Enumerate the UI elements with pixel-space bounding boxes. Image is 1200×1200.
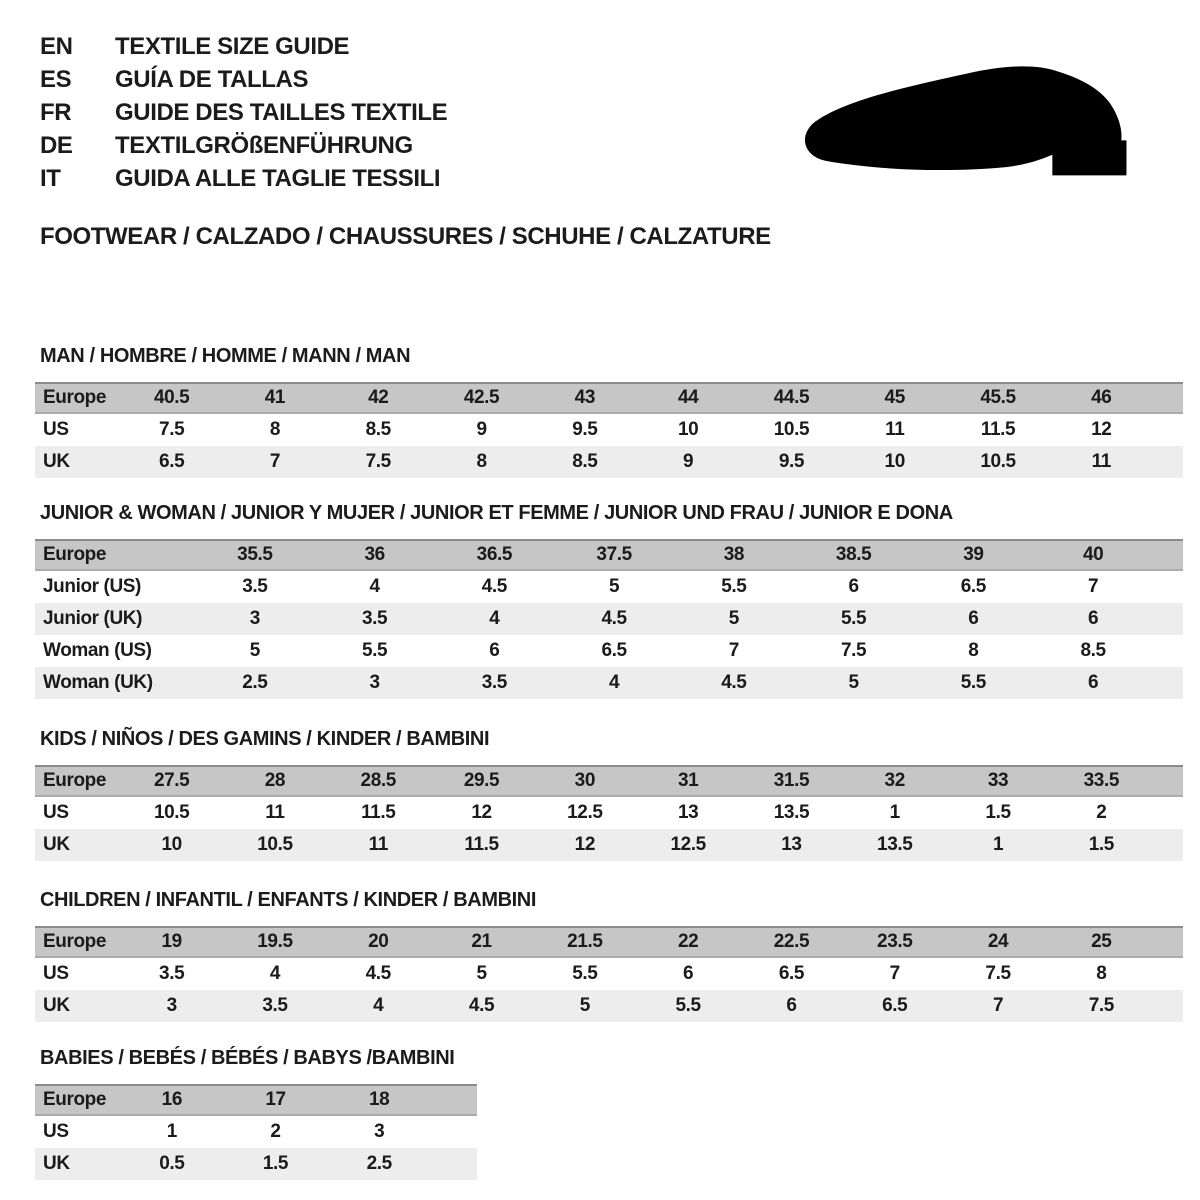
size-cell: 7 [889,963,900,984]
size-cell: 3 [249,608,260,629]
size-cell: 0.5 [159,1153,185,1174]
table-header-row [35,926,1183,958]
size-cell: 6 [683,963,694,984]
size-cell: 6.5 [882,995,908,1016]
size-cell: 5 [476,963,487,984]
size-cell: 13.5 [877,834,913,855]
dress-shoe-icon [795,62,1145,196]
size-cell: 4 [269,963,281,984]
size-cell: 8 [269,419,281,440]
table-header-row [35,539,1183,571]
size-cell: 10.5 [153,802,190,823]
size-cell: 40.5 [153,387,190,408]
size-cell: 13 [781,834,802,855]
table-row [35,797,1183,829]
size-cell: 5.5 [960,672,986,693]
section-kids [35,727,1183,861]
size-cell: 4 [369,576,380,597]
lang-row-es [40,63,447,96]
section-children [35,888,1183,1022]
size-cell: 1 [992,834,1004,855]
size-cell: 9.5 [778,451,805,472]
size-cell: 5.5 [841,608,867,629]
size-cell: 36 [364,544,385,565]
size-cell: 28.5 [360,770,396,791]
size-cell: 22.5 [773,931,810,952]
table-row [35,414,1183,446]
size-cell: 10.5 [773,419,810,440]
size-cell: 29.5 [463,770,500,791]
size-cell: 7 [269,451,281,472]
size-cell: 6 [1088,672,1099,693]
size-cell: 5.5 [675,995,701,1016]
size-cell: 1.5 [985,802,1011,823]
size-cell: 6 [1088,608,1099,629]
size-cell: 5 [848,672,859,693]
size-cell: 40 [1082,544,1104,565]
size-cell: 5 [579,995,590,1016]
section-title: MAN / HOMBRE / HOMME / MANN / MAN [40,345,411,367]
size-cell: 7 [728,640,739,661]
table-header-row [35,1084,477,1116]
size-table [35,539,1183,699]
size-cell: 6 [968,608,979,629]
size-cell: 42.5 [463,387,500,408]
size-cell: 19 [161,931,182,952]
section-title: JUNIOR & WOMAN / JUNIOR Y MUJER / JUNIOR ET FEMME / JUNIOR UND FRAU / JUNIOR E DONA [40,502,953,524]
size-cell: 16 [161,1089,182,1110]
row-label: Europe [43,770,107,791]
size-cell: 12 [1091,419,1112,440]
size-cell: 10 [161,834,182,855]
category-heading: FOOTWEAR / CALZADO / CHAUSSURES / SCHUHE / CALZATURE [40,223,771,250]
size-cell: 7.5 [365,451,391,472]
size-cell: 10 [677,419,699,440]
size-cell: 3.5 [481,672,507,693]
size-cell: 6.5 [960,576,986,597]
size-cell: 46 [1091,387,1112,408]
lang-row-it [40,162,447,195]
size-cell: 11.5 [980,419,1016,440]
size-cell: 4 [609,672,620,693]
size-cell: 13.5 [773,802,810,823]
lang-code: ES [40,66,72,93]
row-label: Woman (US) [43,640,152,661]
size-cell: 6.5 [601,640,627,661]
table-row [35,1148,477,1180]
lang-code: EN [40,33,73,60]
size-cell: 9 [476,419,487,440]
lang-row-de [40,129,447,162]
row-label: Europe [43,387,107,408]
size-cell: 31.5 [773,770,810,791]
size-cell: 8 [968,640,979,661]
table-row [35,990,1183,1022]
size-cell: 41 [264,387,286,408]
size-cell: 11.5 [464,834,499,855]
section-junior-woman [35,501,1183,699]
size-cell: 5.5 [572,963,598,984]
size-cell: 33 [987,770,1009,791]
size-cell: 3 [374,1121,385,1142]
lang-label: TEXTILE SIZE GUIDE [115,33,350,60]
size-cell: 39 [963,544,984,565]
size-cell: 10.5 [980,451,1016,472]
size-cell: 28 [264,770,286,791]
size-cell: 36.5 [476,544,513,565]
size-cell: 7 [992,995,1004,1016]
table-header-row [35,382,1183,414]
size-cell: 12 [574,834,595,855]
size-cell: 9 [683,451,694,472]
size-cell: 2.5 [366,1153,392,1174]
size-cell: 11.5 [361,802,396,823]
size-cell: 5.5 [721,576,747,597]
size-cell: 8 [1096,963,1107,984]
size-cell: 35.5 [237,544,273,565]
row-label: UK [43,995,70,1016]
size-cell: 8.5 [1080,640,1106,661]
section-title: KIDS / NIÑOS / DES GAMINS / KINDER / BAMBINI [40,728,490,750]
size-cell: 33.5 [1083,770,1120,791]
lang-label: GUIDA ALLE TAGLIE TESSILI [115,165,441,192]
size-cell: 1 [166,1121,177,1142]
size-cell: 4 [373,995,384,1016]
size-cell: 8 [476,451,487,472]
size-table [35,1084,477,1180]
row-label: Woman (UK) [43,672,153,693]
size-cell: 5 [728,608,739,629]
size-cell: 18 [369,1089,390,1110]
size-cell: 7.5 [1088,995,1114,1016]
size-cell: 5.5 [362,640,388,661]
size-cell: 7.5 [985,963,1011,984]
lang-label: GUÍA DE TALLAS [115,66,309,93]
size-cell: 44 [677,387,699,408]
size-cell: 5 [609,576,620,597]
table-row [35,635,1183,667]
table-row [35,667,1183,699]
size-cell: 12 [471,802,492,823]
size-cell: 3.5 [159,963,185,984]
size-cell: 13 [677,802,699,823]
row-label: US [43,802,69,823]
table-row [35,829,1183,861]
section-title: BABIES / BEBÉS / BÉBÉS / BABYS /BAMBINI [40,1047,455,1069]
table-row [35,958,1183,990]
size-cell: 31 [677,770,699,791]
size-cell: 38 [723,544,745,565]
size-cell: 43 [574,387,595,408]
size-cell: 1.5 [1088,834,1114,855]
size-cell: 4.5 [721,672,747,693]
size-table [35,765,1183,861]
size-cell: 4.5 [365,963,391,984]
size-cell: 6.5 [778,963,805,984]
size-cell: 8.5 [572,451,598,472]
size-cell: 25 [1091,931,1112,952]
size-cell: 19.5 [257,931,293,952]
size-cell: 12.5 [567,802,603,823]
table-row [35,1116,477,1148]
size-cell: 6 [489,640,500,661]
lang-row-en [40,30,447,63]
size-cell: 7.5 [159,419,185,440]
row-label: Europe [43,544,107,565]
language-title-block [40,30,447,195]
lang-code: FR [40,99,72,126]
size-cell: 24 [987,931,1009,952]
size-cell: 7.5 [841,640,867,661]
section-babies [35,1046,477,1180]
row-label: Junior (US) [43,576,141,597]
size-cell: 22 [677,931,699,952]
lang-label: GUIDE DES TAILLES TEXTILE [115,99,448,126]
size-cell: 45.5 [980,387,1016,408]
size-cell: 3.5 [242,576,268,597]
row-label: Europe [43,931,107,952]
row-label: UK [43,834,70,855]
row-label: US [43,1121,69,1142]
table-row [35,446,1183,478]
size-cell: 11 [885,419,905,440]
size-cell: 21 [471,931,492,952]
size-cell: 11 [265,802,285,823]
size-cell: 20 [368,931,389,952]
size-cell: 2 [270,1121,281,1142]
row-label: Junior (UK) [43,608,143,629]
size-cell: 3 [369,672,380,693]
size-cell: 45 [884,387,905,408]
size-cell: 4 [489,608,500,629]
section-man [35,344,1183,478]
size-cell: 11 [368,834,388,855]
size-cell: 7 [1088,576,1099,597]
table-row [35,571,1183,603]
size-cell: 23.5 [877,931,913,952]
size-cell: 17 [265,1089,286,1110]
size-cell: 2.5 [242,672,268,693]
size-cell: 1.5 [262,1153,289,1174]
size-cell: 37.5 [596,544,632,565]
size-cell: 27.5 [153,770,190,791]
size-cell: 3.5 [262,995,288,1016]
row-label: UK [43,451,70,472]
size-cell: 3 [166,995,177,1016]
size-cell: 4.5 [468,995,495,1016]
size-cell: 4.5 [481,576,507,597]
size-cell: 6.5 [159,451,185,472]
row-label: UK [43,1153,70,1174]
size-cell: 1 [889,802,900,823]
row-label: US [43,963,69,984]
size-cell: 38.5 [835,544,872,565]
size-cell: 10 [884,451,905,472]
lang-row-fr [40,96,447,129]
size-cell: 10.5 [257,834,293,855]
size-cell: 2 [1096,802,1107,823]
size-table [35,926,1183,1022]
section-title: CHILDREN / INFANTIL / ENFANTS / KINDER / BAMBINI [40,889,536,911]
size-cell: 4.5 [601,608,627,629]
size-cell: 42 [368,387,389,408]
size-cell: 30 [574,770,595,791]
size-cell: 8.5 [365,419,391,440]
size-cell: 12.5 [670,834,706,855]
lang-code: DE [40,132,73,159]
row-label: US [43,419,69,440]
lang-label: TEXTILGRÖßENFÜHRUNG [115,132,413,159]
row-label: Europe [43,1089,107,1110]
table-row [35,603,1183,635]
lang-code: IT [40,165,61,192]
size-cell: 6 [786,995,797,1016]
size-cell: 44.5 [773,387,810,408]
table-header-row [35,765,1183,797]
size-table [35,382,1183,478]
size-cell: 6 [848,576,859,597]
size-cell: 5 [249,640,260,661]
size-cell: 9.5 [572,419,598,440]
size-cell: 11 [1091,451,1111,472]
size-cell: 3.5 [362,608,388,629]
size-cell: 32 [884,770,905,791]
size-cell: 21.5 [567,931,603,952]
